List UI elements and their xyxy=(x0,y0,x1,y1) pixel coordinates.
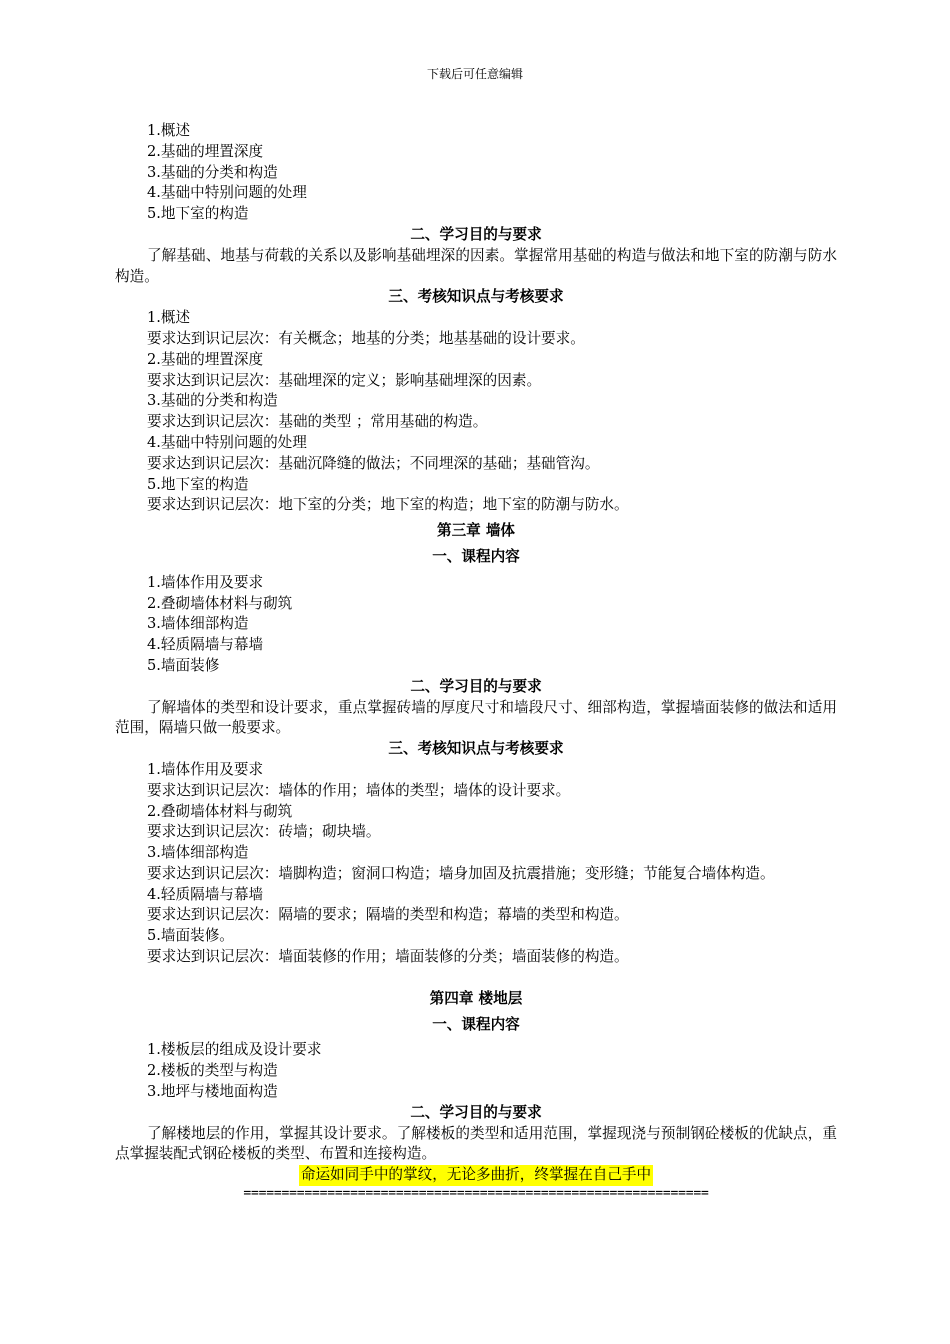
list-item: 4.轻质隔墙与幕墙 xyxy=(147,636,264,654)
footer-rule: ============================================================= xyxy=(243,1186,709,1202)
list-item: 2.楼板的类型与构造 xyxy=(147,1062,278,1080)
list-item: 5.墙面装修 xyxy=(147,656,220,674)
list-item: 3.地坪与楼地面构造 xyxy=(147,1083,278,1101)
list-item: 3.基础的分类和构造 xyxy=(147,163,278,181)
list-item: 1.楼板层的组成及设计要求 xyxy=(147,1041,322,1059)
section-heading: 一、课程内容 xyxy=(432,1015,520,1033)
paragraph: 了解楼地层的作用，掌握其设计要求。了解楼板的类型和适用范围，掌握现浇与预制钢砼楼板的优缺点，重点掌握装配式钢砼楼板的类型、布置和连接构造。 xyxy=(115,1124,837,1163)
exam-line: 要求达到识记层次：地下室的分类；地下室的构造；地下室的防潮与防水。 xyxy=(147,496,629,514)
section-heading: 三、考核知识点与考核要求 xyxy=(388,288,564,306)
exam-line: 要求达到识记层次：墙面装修的作用；墙面装修的分类；墙面装修的构造。 xyxy=(147,948,629,966)
exam-line: 要求达到识记层次：砖墙；砌块墙。 xyxy=(147,823,381,841)
section-heading: 二、学习目的与要求 xyxy=(410,677,542,695)
exam-line: 要求达到识记层次：基础沉降缝的做法；不同埋深的基础；基础管沟。 xyxy=(147,454,600,472)
paragraph: 了解基础、地基与荷载的关系以及影响基础埋深的因素。掌握常用基础的构造与做法和地下室的防潮与防水构造。 xyxy=(115,246,837,285)
exam-line: 1.墙体作用及要求 xyxy=(147,760,264,778)
exam-line: 1.概述 xyxy=(147,309,191,327)
exam-line: 要求达到识记层次：隔墙的要求；隔墙的类型和构造；幕墙的类型和构造。 xyxy=(147,906,629,924)
exam-line: 3.基础的分类和构造 xyxy=(147,392,278,410)
section-heading: 一、课程内容 xyxy=(432,547,520,565)
section-heading: 二、学习目的与要求 xyxy=(410,225,542,243)
exam-line: 要求达到识记层次：基础埋深的定义；影响基础埋深的因素。 xyxy=(147,371,542,389)
document-body xyxy=(115,121,837,1202)
list-item: 3.墙体细部构造 xyxy=(147,615,249,633)
exam-line: 2.叠砌墙体材料与砌筑 xyxy=(147,802,293,820)
list-item: 5.地下室的构造 xyxy=(147,205,249,223)
chapter-title: 第三章 墙体 xyxy=(436,522,516,540)
exam-line: 5.地下室的构造 xyxy=(147,475,249,493)
exam-line: 要求达到识记层次：有关概念；地基的分类；地基基础的设计要求。 xyxy=(147,329,585,347)
list-item: 2.基础的埋置深度 xyxy=(147,142,264,160)
exam-line: 要求达到识记层次：墙脚构造；窗洞口构造；墙身加固及抗震措施；变形缝；节能复合墙体构造。 xyxy=(147,864,775,882)
footer xyxy=(115,1165,837,1186)
list-item: 2.叠砌墙体材料与砌筑 xyxy=(147,594,293,612)
list-item: 1.墙体作用及要求 xyxy=(147,573,264,591)
section-heading: 三、考核知识点与考核要求 xyxy=(388,740,564,758)
footer-motto: 命运如同手中的掌纹，无论多曲折，终掌握在自己手中 xyxy=(299,1165,653,1186)
exam-line: 要求达到识记层次：基础的类型 ；常用基础的构造。 xyxy=(147,413,488,431)
exam-line: 要求达到识记层次：墙体的作用；墙体的类型；墙体的设计要求。 xyxy=(147,781,571,799)
exam-line: 2.基础的埋置深度 xyxy=(147,350,264,368)
exam-line: 3.墙体细部构造 xyxy=(147,844,249,862)
list-item: 4.基础中特别问题的处理 xyxy=(147,184,307,202)
page-header: 下载后可任意编辑 xyxy=(426,67,523,81)
list-item: 1.概述 xyxy=(147,122,191,139)
paragraph: 了解墙体的类型和设计要求，重点掌握砖墙的厚度尺寸和墙段尺寸、细部构造，掌握墙面装修的做法和适用范围，隔墙只做一般要求。 xyxy=(115,698,837,737)
exam-line: 5.墙面装修。 xyxy=(147,927,234,945)
section-heading: 二、学习目的与要求 xyxy=(410,1103,542,1121)
exam-line: 4.基础中特别问题的处理 xyxy=(147,433,307,451)
chapter-title: 第四章 楼地层 xyxy=(429,989,523,1007)
exam-line: 4.轻质隔墙与幕墙 xyxy=(147,885,264,903)
